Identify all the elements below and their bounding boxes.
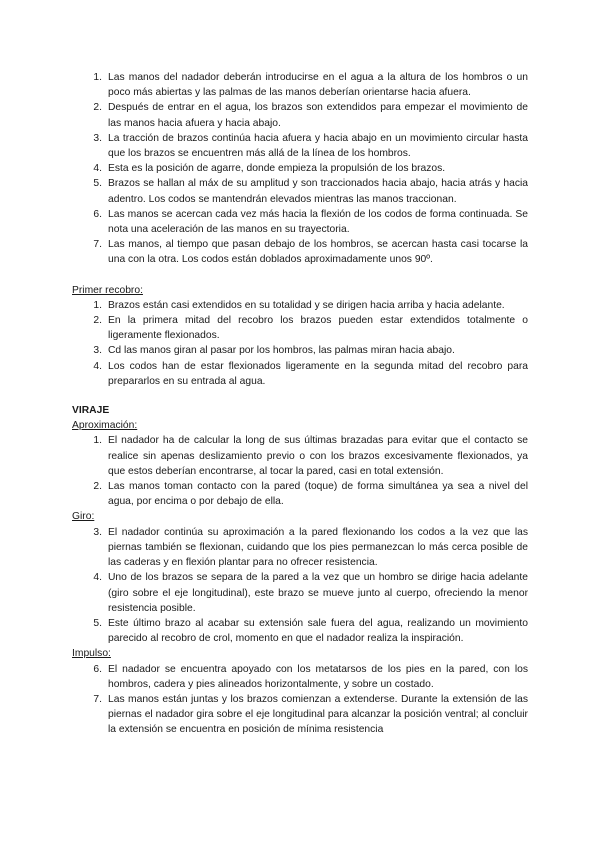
spacer bbox=[72, 389, 528, 403]
list-item: 7. Las manos, al tiempo que pasan debajo de los hombros, se acercan hasta casi tocarse la una con la otra. Los codos están doblados aproximadamente unos 90º. bbox=[93, 239, 528, 266]
recobro-list bbox=[72, 298, 528, 389]
list-item: 5. Este último brazo al acabar su extensión sale fuera del agua, realizando un movimiento parecido al recobro de crol, momento en que el nadador realiza la inspiración. bbox=[93, 617, 528, 645]
list-item-text: Cd las manos giran al pasar por los hombros, las palmas miran hacia abajo. bbox=[108, 345, 455, 357]
list-item-text: Esta es la posición de agarre, donde empieza la propulsión de los brazos. bbox=[108, 163, 446, 175]
list-item-text: Después de entrar en el agua, los brazos son extendidos para empezar el movimiento de las manos hacia afuera y hacia abajo. bbox=[108, 102, 528, 129]
list-item: 6. El nadador se encuentra apoyado con los metatarsos de los pies en la pared, con los hombros, cadera y pies alineados horizontalmente, y sobre un costado. bbox=[93, 663, 528, 690]
aproximacion-list bbox=[72, 433, 528, 509]
list-item: 6. Las manos se acercan cada vez más hacia la flexión de los codos de forma continuada. Se nota una aceleración de las manos en su trayectoria. bbox=[93, 208, 528, 236]
list-item: 3. La tracción de brazos continúa hacia afuera y hacia abajo en un movimiento circular hasta que los brazos se encuentren más allá de la línea de los hombros. bbox=[93, 132, 528, 160]
list-item-text: Este último brazo al acabar su extensión sale fuera del agua, realizando un movimiento parecido al recobro de crol, momento en que el nadador realiza la inspiración. bbox=[108, 617, 528, 645]
list-item: 3. Cd las manos giran al pasar por los hombros, las palmas miran hacia abajo. bbox=[93, 345, 455, 357]
list-item-text: Uno de los brazos se separa de la pared a la vez que un hombro se dirige hacia adelante (giro sobre el eje longitudinal), este brazo se mueve junto al cuerpo, ofreciendo la menor resistencia posible. bbox=[108, 572, 528, 614]
list-item-text: Los codos han de estar flexionados ligeramente en la segunda mitad del recobro para prepararlos en su entrada al agua. bbox=[108, 360, 528, 387]
list-item-text: Brazos están casi extendidos en su totalidad y se dirigen hacia arriba y hacia adelante. bbox=[108, 299, 505, 311]
list-item: 5. Brazos se hallan al máx de su amplitud y son traccionados hacia abajo, hacia atrás y hacia adentro. Los codos se mantendrán elevados mientras las manos traccionan. bbox=[93, 178, 528, 205]
list-item-text: Las manos toman contacto con la pared (toque) de forma simultánea ya sea a nivel del agua, por encima o por debajo de ella. bbox=[108, 481, 528, 508]
list-item: 7. Las manos están juntas y los brazos comienzan a extenderse. Durante la extensión de las piernas el nadador gira sobre el eje longitudinal para alcanzar la posición ventral; al concluir la extensión se encuentra en posición de mínima resistencia bbox=[93, 693, 528, 736]
viraje-title: VIRAJE bbox=[72, 405, 110, 417]
spacer bbox=[72, 268, 528, 283]
list-item-text: Brazos se hallan al máx de su amplitud y son traccionados hacia abajo, hacia atrás y hacia adentro. Los codos se mantendrán elevados mientras las manos traccionan. bbox=[108, 178, 528, 205]
aproximacion-heading: Aproximación: bbox=[72, 420, 138, 432]
list-item: 1. El nadador ha de calcular la long de sus últimas brazadas para evitar que el contacto se realice sin apenas deslizamiento previo o con los brazos excesivamente flexionados, ya que estos deberían encontrarse, al tocar la pared, casi en total extensión. bbox=[93, 435, 528, 477]
giro-list bbox=[72, 525, 528, 647]
list-item: 1. Brazos están casi extendidos en su totalidad y se dirigen hacia arriba y hacia adelante. bbox=[93, 299, 505, 311]
list-item-text: Las manos del nadador deberán introducirse en el agua a la altura de los hombros o un poco más abiertas y las palmas de las manos deberían orientarse hacia afuera. bbox=[108, 72, 528, 99]
list-item: 4. Uno de los brazos se separa de la pared a la vez que un hombro se dirige hacia adelante (giro sobre el eje longitudinal), este brazo se mueve junto al cuerpo, ofreciendo la menor resistencia posible. bbox=[93, 572, 528, 614]
list-item-text: En la primera mitad del recobro los brazos pueden estar extendidos totalmente o ligeramente flexionados. bbox=[108, 315, 528, 342]
list-item: 4. Esta es la posición de agarre, donde empieza la propulsión de los brazos. bbox=[93, 163, 446, 175]
list-item-text: Las manos, al tiempo que pasan debajo de los hombros, se acercan hasta casi tocarse la una con la otra. Los codos están doblados aproximadamente unos 90º. bbox=[108, 239, 528, 266]
list-item-text: El nadador se encuentra apoyado con los metatarsos de los pies en la pared, con los hombros, cadera y pies alineados horizontalmente, y sobre un costado. bbox=[108, 663, 528, 690]
list-item: 4. Los codos han de estar flexionados ligeramente en la segunda mitad del recobro para prepararlos en su entrada al agua. bbox=[93, 360, 528, 387]
recobro-heading: Primer recobro: bbox=[72, 284, 143, 296]
list-item-text: Las manos se acercan cada vez más hacia la flexión de los codos de forma continuada. Se nota una aceleración de las manos en su trayectoria. bbox=[108, 208, 528, 236]
giro-heading: Giro: bbox=[72, 511, 95, 523]
list-item: 3. El nadador continúa su aproximación a la pared flexionando los codos a la vez que las piernas también se flexionan, cuidando que los pies permanezcan lo más cerca posible de las caderas y en flexión plantar para no ofrecer resistencia. bbox=[93, 526, 528, 569]
list-item-text: La tracción de brazos continúa hacia afuera y hacia abajo en un movimiento circular hasta que los brazos se encuentren más allá de la línea de los hombros. bbox=[108, 132, 528, 160]
list-item: 2. Las manos toman contacto con la pared (toque) de forma simultánea ya sea a nivel del agua, por encima o por debajo de ella. bbox=[93, 481, 528, 508]
list-item-text: El nadador continúa su aproximación a la pared flexionando los codos a la vez que las piernas también se flexionan, cuidando que los pies permanezcan lo más cerca posible de las caderas y en flexión plantar para no ofrecer resistencia. bbox=[108, 526, 528, 569]
impulso-list bbox=[72, 662, 528, 738]
list-item: 1. Las manos del nadador deberán introducirse en el agua a la altura de los hombros o un poco más abiertas y las palmas de las manos deberían orientarse hacia afuera. bbox=[93, 72, 528, 99]
document-content bbox=[72, 70, 528, 738]
intro-list bbox=[72, 70, 528, 268]
list-item: 2. En la primera mitad del recobro los brazos pueden estar extendidos totalmente o ligeramente flexionados. bbox=[93, 315, 528, 342]
list-item-text: Las manos están juntas y los brazos comienzan a extenderse. Durante la extensión de las piernas el nadador gira sobre el eje longitudinal para alcanzar la posición ventral; al concluir la extensión se encuentra en posición de mínima resistencia bbox=[108, 693, 528, 736]
list-item: 2. Después de entrar en el agua, los brazos son extendidos para empezar el movimiento de las manos hacia afuera y hacia abajo. bbox=[93, 102, 528, 129]
impulso-heading: Impulso: bbox=[72, 648, 111, 660]
list-item-text: El nadador ha de calcular la long de sus últimas brazadas para evitar que el contacto se realice sin apenas deslizamiento previo o con los brazos excesivamente flexionados, ya que estos deberían encontrarse, al tocar la pared, casi en total extensión. bbox=[108, 435, 528, 477]
